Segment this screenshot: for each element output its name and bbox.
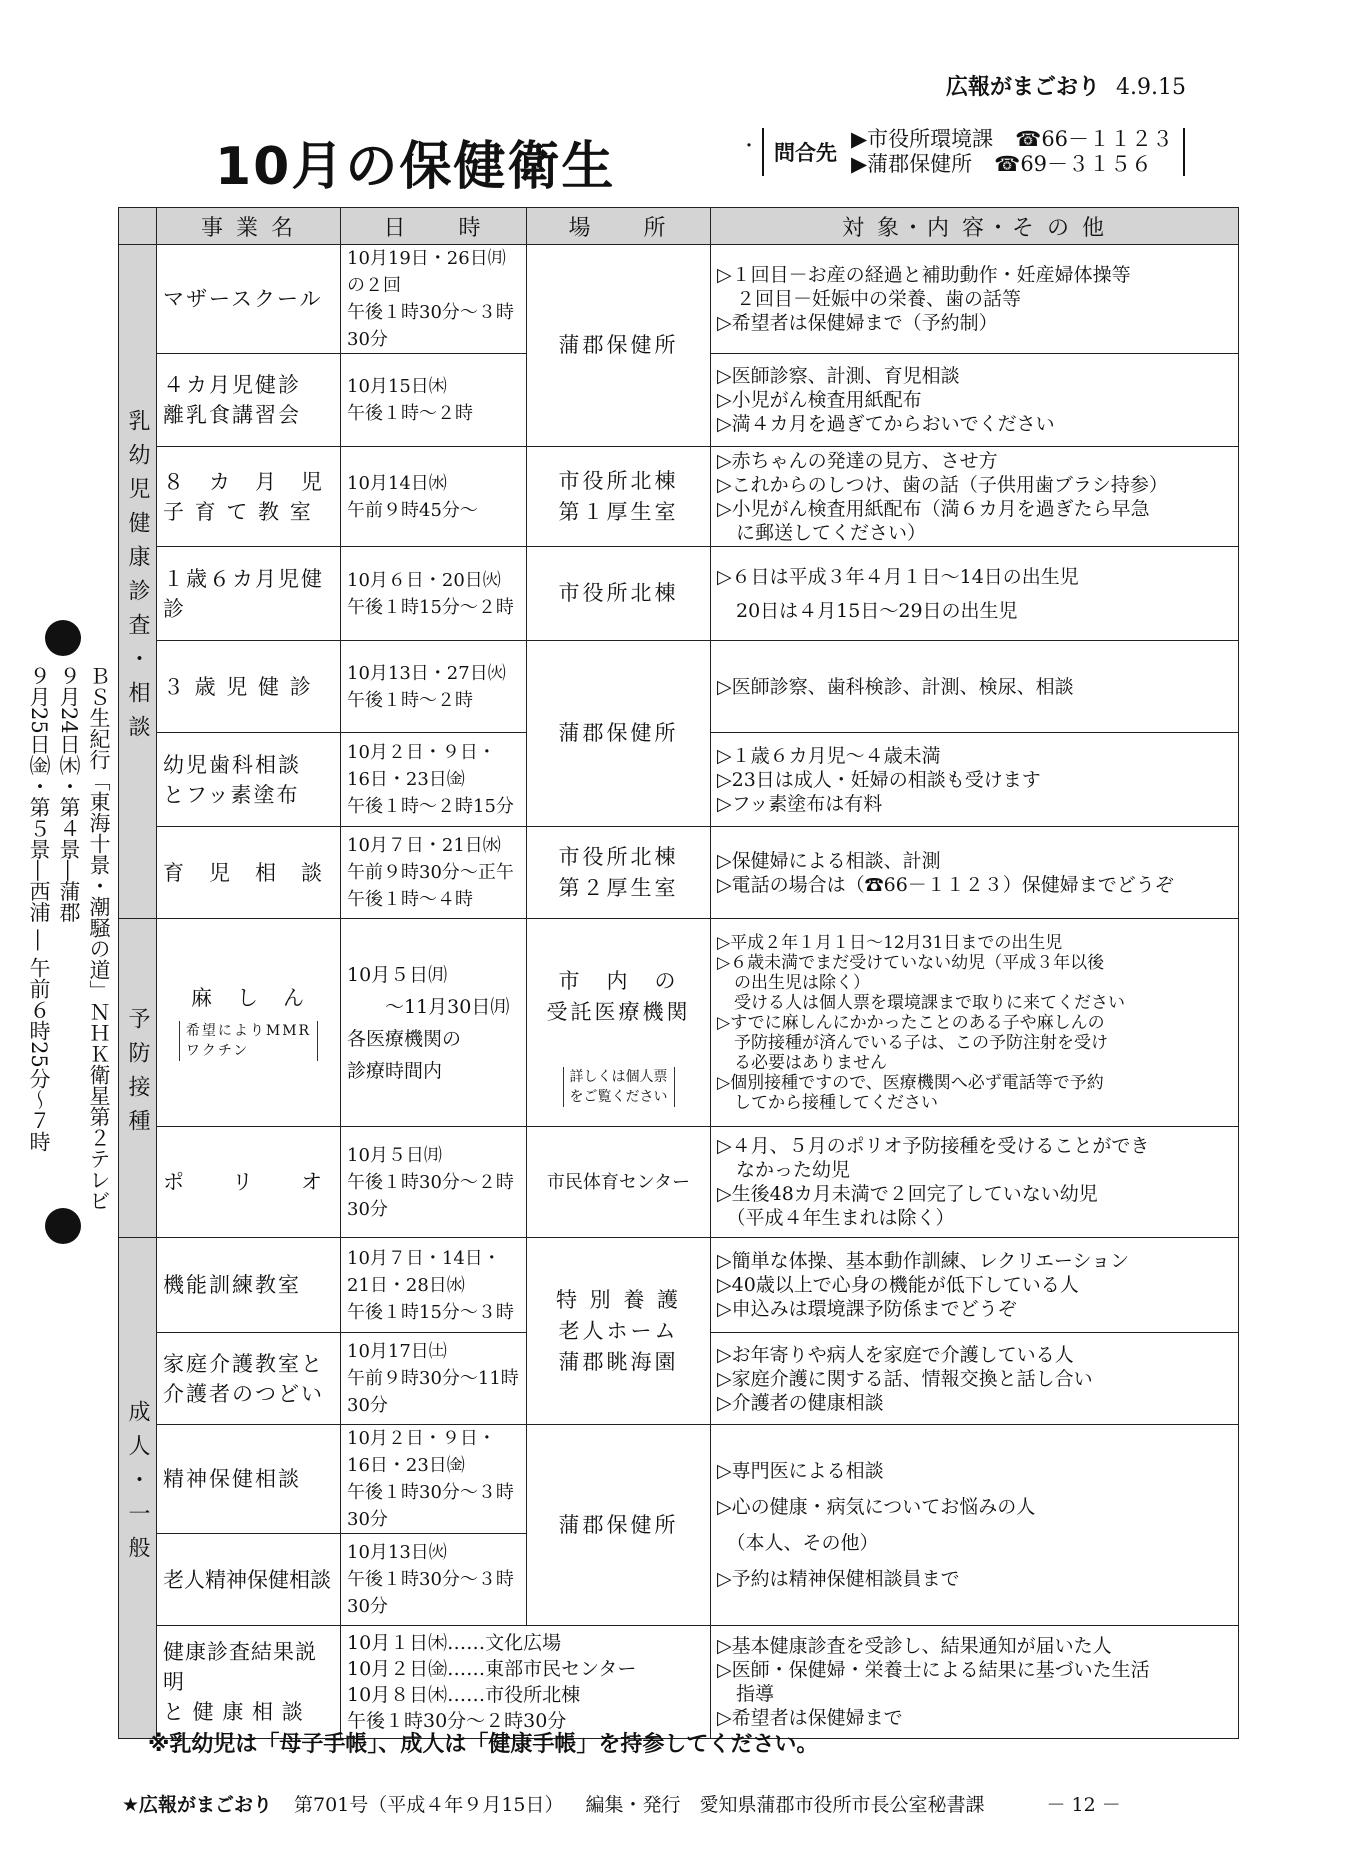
- event-detail: ▷１回目－お産の経過と補助動作・妊産婦体操等 ２回目－妊娠中の栄養、歯の話等 ▷希望者は保健婦まで（予約制）: [711, 245, 1239, 354]
- footer: [122, 1790, 1121, 1817]
- event-place: 蒲郡保健所: [527, 1425, 711, 1626]
- schedule-table: [118, 207, 1239, 1739]
- event-place: 市民体育センター: [527, 1127, 711, 1238]
- event-detail: ▷１歳６カ月児～４歳未満 ▷23日は成人・妊婦の相談も受けます ▷フッ素塗布は有料: [711, 733, 1239, 827]
- contact-row: [851, 127, 1173, 152]
- contact-tel: ☎69－３１５６: [994, 152, 1153, 176]
- event-place: 市役所北棟 第１厚生室: [527, 447, 711, 547]
- page-number: － 12 －: [1046, 1794, 1121, 1816]
- event-name-measles: [157, 919, 341, 1127]
- event-name: 精神保健相談: [157, 1425, 341, 1534]
- title-dot: ・: [740, 136, 758, 157]
- contact-box: [762, 128, 1185, 176]
- table-row: [119, 641, 1239, 733]
- event-detail: ▷保健婦による相談、計測 ▷電話の場合は（☎66－１１２３）保健婦までどうぞ: [711, 827, 1239, 919]
- event-detail: ▷４月、５月のポリオ予防接種を受けることができ なかった幼児 ▷生後48カ月未満で２回完了していない幼児 （平成４年生まれは除く）: [711, 1127, 1239, 1238]
- event-date: 10月５日㈪ 午後１時30分～２時30分: [341, 1127, 527, 1238]
- event-name: マザースクール: [157, 245, 341, 354]
- contact-office: ▶市役所環境課: [851, 127, 994, 151]
- header-category: [119, 208, 157, 245]
- footer-publication: ★広報がまごおり: [122, 1794, 273, 1816]
- event-name: 幼児歯科相談 とフッ素塗布: [157, 733, 341, 827]
- event-detail: ▷６日は平成３年４月１日～14日の出生児 20日は４月15日～29日の出生児: [711, 547, 1239, 641]
- event-detail: ▷お年寄りや病人を家庭で介護している人 ▷家庭介護に関する話、情報交換と話し合い ▷介護者の健康相談: [711, 1333, 1239, 1425]
- event-name: 機能訓練教室: [157, 1238, 341, 1333]
- event-date: 10月２日・９日・ 16日・23日㈮ 午後１時～２時15分: [341, 733, 527, 827]
- event-place: 特 別 養 護 老人ホーム 蒲郡眺海園: [527, 1238, 711, 1425]
- event-name: 家庭介護教室と 介護者のつどい: [157, 1333, 341, 1425]
- event-date: 10月14日㈬ 午前９時45分～: [341, 447, 527, 547]
- contact-label: 問合先: [774, 141, 837, 165]
- table-row: [119, 1425, 1239, 1534]
- event-date: 10月２日・９日・ 16日・23日㈮ 午後１時30分～３時30分: [341, 1425, 527, 1534]
- event-place: 市役所北棟 第２厚生室: [527, 827, 711, 919]
- event-name: 育 児 相 談: [157, 827, 341, 919]
- event-detail: ▷医師診察、計測、育児相談 ▷小児がん検査用紙配布 ▷満４カ月を過ぎてからおいでください: [711, 354, 1239, 447]
- category-adult: 成人・一般: [119, 1238, 157, 1739]
- event-place: 蒲郡保健所: [527, 641, 711, 827]
- sidebar-broadcast-2: ９月25日㈮・第５景―西浦 ― 午前６時25分～７時: [27, 665, 51, 1152]
- table-row: [119, 1238, 1239, 1333]
- event-date: 10月19日・26日㈪の２回 午後１時30分～３時30分: [341, 245, 527, 354]
- event-place-note: 詳しくは個人票 をご覧ください: [563, 1067, 675, 1107]
- event-date: 10月５日㈪ ～11月30日㈪ 各医療機関の 診療時間内: [341, 919, 527, 1127]
- event-name: ポ リ オ: [157, 1127, 341, 1238]
- event-name: 老人精神保健相談: [157, 1534, 341, 1626]
- footer-publisher: 編集・発行 愛知県蒲郡市役所市長公室秘書課: [585, 1794, 985, 1816]
- event-place: 市役所北棟: [527, 547, 711, 641]
- contact-tel: ☎66－１１２３: [1015, 127, 1174, 151]
- table-row: [119, 1127, 1239, 1238]
- event-name: 健康診査結果説明 と 健 康 相 談: [157, 1626, 341, 1739]
- header-event: 事 業 名: [157, 208, 341, 245]
- event-date: 10月15日㈭ 午後１時～２時: [341, 354, 527, 447]
- contact-office: ▶蒲郡保健所: [851, 152, 973, 176]
- event-detail: ▷赤ちゃんの発達の見方、させ方 ▷これからのしつけ、歯の話（子供用歯ブラシ持参） ▷小児がん検査用紙配布（満６カ月を過ぎたら早急 に郵送してください）: [711, 447, 1239, 547]
- event-detail: ▷基本健康診査を受診し、結果通知が届いた人 ▷医師・保健婦・栄養士による結果に基づいた生活 指導 ▷希望者は保健婦まで: [711, 1626, 1239, 1739]
- event-date: 10月17日㈯ 午前９時30分～11時30分: [341, 1333, 527, 1425]
- sidebar-broadcast-1: ９月24日㈭・第４景―蒲郡: [57, 665, 81, 923]
- event-place: 市 内 の 受託医療機関: [546, 969, 691, 1024]
- event-name: ８ カ 月 児 子 育 て 教 室: [157, 447, 341, 547]
- event-detail: ▷医師診察、歯科検診、計測、検尿、相談: [711, 641, 1239, 733]
- event-date: 10月13日・27日㈫ 午後１時～２時: [341, 641, 527, 733]
- sidebar-tv-title: ＢＳ生紀行「東海十景・潮騒の道」ＮＨＫ衛星第２テレビ: [87, 665, 111, 1211]
- event-date: 10月７日・21日㈬ 午前９時30分～正午 午後１時～４時: [341, 827, 527, 919]
- header-place: 場 所: [527, 208, 711, 245]
- event-name: ３ 歳 児 健 診: [157, 641, 341, 733]
- event-detail: ▷専門医による相談 ▷心の健康・病気についてお悩みの人 （本人、その他） ▷予約は精神保健相談員まで: [711, 1425, 1239, 1626]
- event-place: 蒲郡保健所: [527, 245, 711, 447]
- table-row: [119, 447, 1239, 547]
- event-date: 10月６日・20日㈫ 午後１時15分～２時: [341, 547, 527, 641]
- header-details: 対 象・内 容・そ の 他: [711, 208, 1239, 245]
- table-row: [119, 1626, 1239, 1739]
- table-row: [119, 827, 1239, 919]
- footnote: ※乳幼児は「母子手帳」、成人は「健康手帳」を持参してください。: [148, 1732, 819, 1757]
- footer-issue: 第701号（平成４年９月15日）: [294, 1794, 564, 1816]
- sidebar-bullet-top: [45, 620, 81, 656]
- issue-date: 4.9.15: [1116, 75, 1186, 100]
- contact-rows: [851, 127, 1173, 177]
- category-infant: 乳幼児健康診査・相談: [119, 245, 157, 919]
- table-header-row: [119, 208, 1239, 245]
- table-row: [119, 547, 1239, 641]
- page-title: 10月の保健衛生: [215, 137, 616, 197]
- category-vaccine: 予防接種: [119, 919, 157, 1238]
- header-datetime: 日 時: [341, 208, 527, 245]
- table-row: [119, 919, 1239, 1127]
- event-detail: ▷平成２年１月１日～12月31日までの出生児 ▷６歳未満でまだ受けていない幼児（平成３年以後 の出生児は除く） 受ける人は個人票を環境課まで取りに来てください ▷すでに麻しんにかかったことのある子や麻しんの 予防接種が済んでいる子は、この予防注射を受け る必要はありません ▷個別接種ですので、医療機関へ必ず電話等で予約 してから接種してください: [711, 919, 1239, 1127]
- event-date: 10月１日㈭……文化広場 10月２日㈮……東部市民センター 10月８日㈭……市役所北棟 午後１時30分～２時30分: [341, 1626, 711, 1739]
- event-date: 10月７日・14日・ 21日・28日㈬ 午後１時15分～３時: [341, 1238, 527, 1333]
- table-row: [119, 245, 1239, 354]
- event-name-note: 希望によりMMR ワクチン: [179, 1021, 318, 1061]
- header-meta: [946, 70, 1186, 101]
- event-detail: ▷簡単な体操、基本動作訓練、レクリエーション ▷40歳以上で心身の機能が低下している人 ▷申込みは環境課予防係までどうぞ: [711, 1238, 1239, 1333]
- event-name: 麻 し ん: [191, 985, 306, 1010]
- sidebar-bullet-bottom: [45, 1208, 81, 1244]
- contact-row: [851, 152, 1173, 177]
- publication-name: 広報がまごおり: [946, 75, 1101, 100]
- event-place-measles: [527, 919, 711, 1127]
- event-date: 10月13日㈫ 午後１時30分～３時30分: [341, 1534, 527, 1626]
- event-name: ４カ月児健診 離乳食講習会: [157, 354, 341, 447]
- event-name: １歳６カ月児健診: [157, 547, 341, 641]
